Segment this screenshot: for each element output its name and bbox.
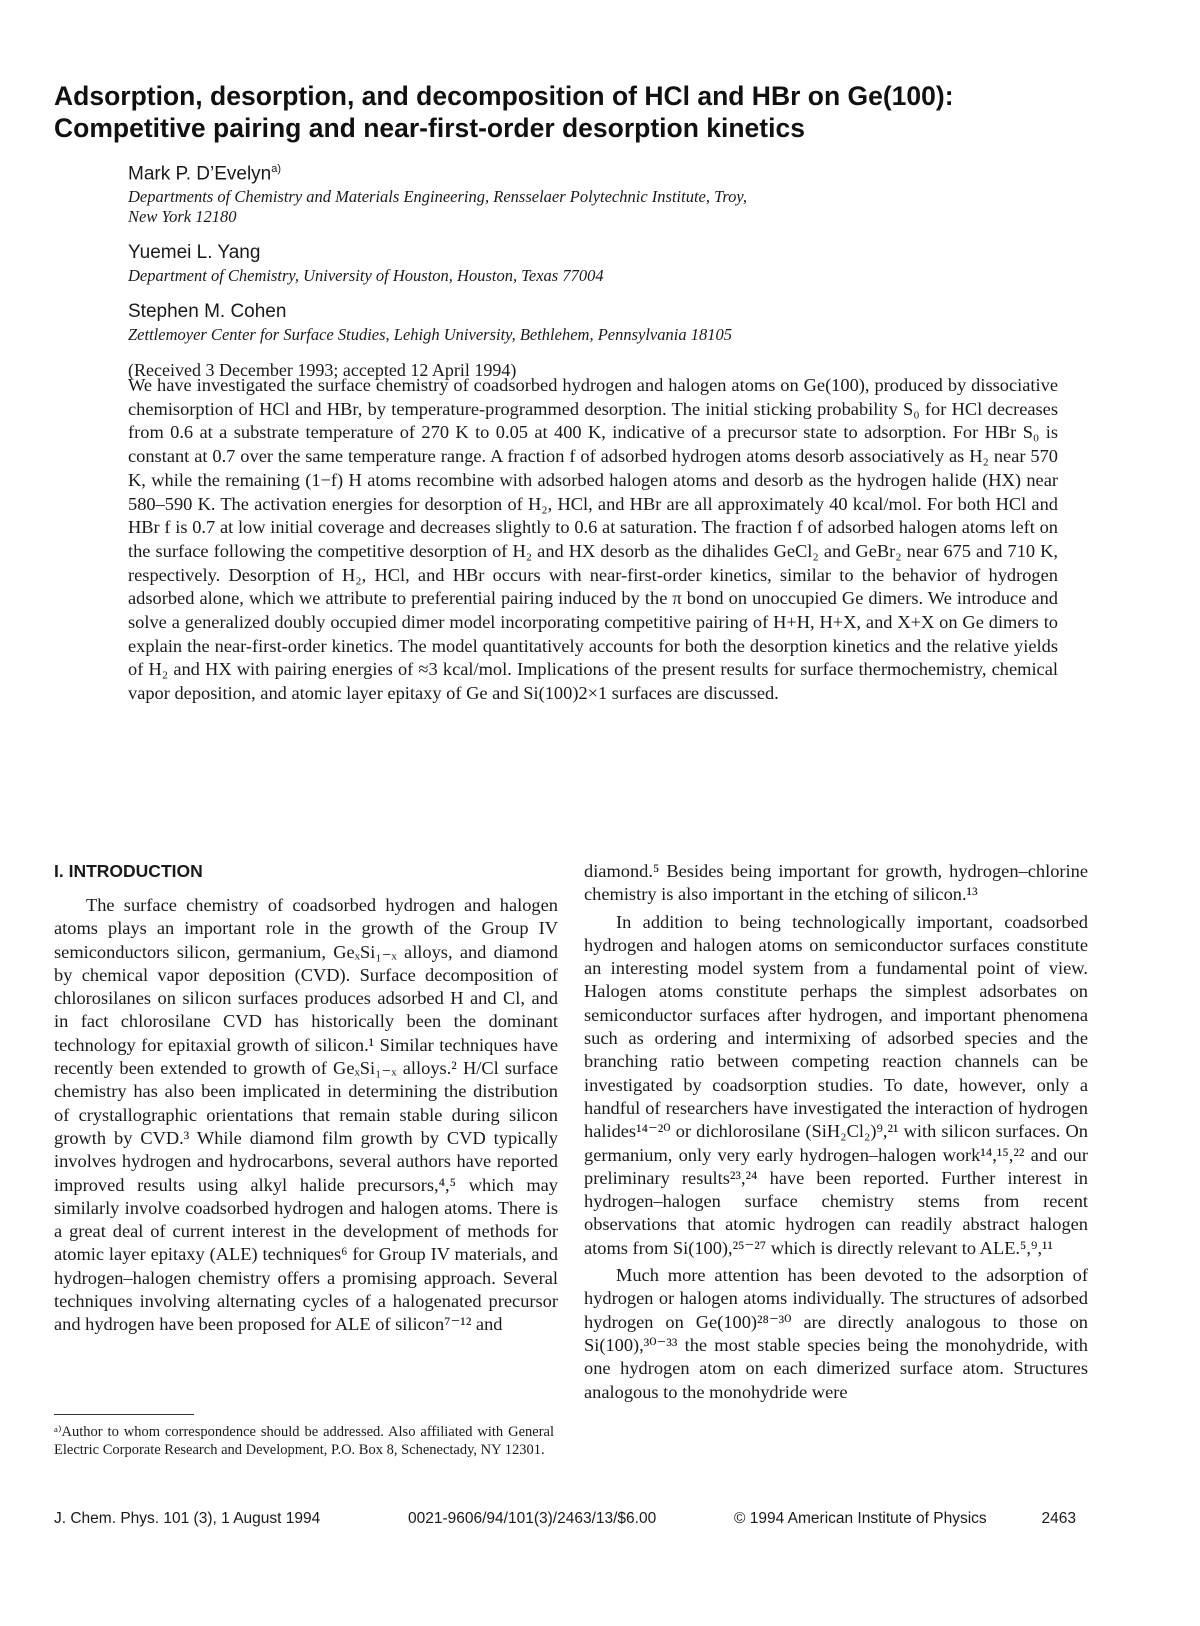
page-number: 2463 [1041, 1510, 1076, 1527]
received-dates: (Received 3 December 1993; accepted 12 April 1994) [128, 360, 517, 381]
footnote: ᵃ⁾Author to whom correspondence should be addressed. Also affiliated with General Electric Corporate Research and Development, P.O. Box 8, Schenectady, NY 12301. [54, 1424, 554, 1458]
author-name: Stephen M. Cohen [128, 301, 287, 323]
left-column [54, 860, 558, 1337]
body-paragraph: diamond.⁵ Besides being important for growth, hydrogen–chlorine chemistry is also important in the etching of silicon.¹³ [584, 861, 1088, 905]
affiliation-line: New York 12180 [128, 207, 237, 227]
page-footer [54, 1508, 1076, 1530]
title-line-2: Competitive pairing and near-first-order desorption kinetics [54, 113, 805, 143]
body-paragraph: In addition to being technologically important, coadsorbed hydrogen and halogen atoms on semiconductor surfaces constitute an interesting model system from a fundamental point of view. Halogen atoms constitute perhaps the simplest adsorbates on semiconductor surfaces after hydrogen, and important phenomena such as ordering and intermixing of adsorbed species and the branching ratio between competing reaction channels can be investigated by coadsorption studies. To date, however, only a handful of researchers have investigated the interaction of hydrogen halides¹⁴⁻²⁰ or dichlorosilane (SiH₂Cl₂)⁹,²¹ with silicon surfaces. On germanium, only very early hydrogen–halogen work¹⁴,¹⁵,²² and our preliminary results²³,²⁴ have been reported. Further interest in hydrogen–halogen surface chemistry stems from recent observations that atomic hydrogen can readily abstract halogen atoms from Si(100),²⁵⁻²⁷ which is directly relevant to ALE.⁵,⁹,¹¹ [584, 911, 1088, 1258]
article-title [54, 80, 1164, 144]
author-footnote-mark: a) [271, 163, 282, 175]
journal-citation: J. Chem. Phys. 101 (3), 1 August 1994 [54, 1510, 321, 1527]
issn-code: 0021-9606/94/101(3)/2463/13/$6.00 [408, 1510, 657, 1527]
footnote-rule [54, 1414, 194, 1415]
right-column [584, 860, 1088, 1404]
author-affiliation: Zettlemoyer Center for Surface Studies, Lehigh University, Bethlehem, Pennsylvania 18105 [128, 325, 732, 345]
author-name: Yuemei L. Yang [128, 242, 261, 264]
title-line-1: Adsorption, desorption, and decomposition of HCl and HBr on Ge(100): [54, 81, 954, 111]
author-affiliation: Department of Chemistry, University of Houston, Houston, Texas 77004 [128, 266, 604, 286]
author-name [128, 158, 1128, 185]
author-affiliation [128, 187, 1128, 227]
copyright-notice: © 1994 American Institute of Physics [734, 1510, 987, 1527]
affiliation-line: Departments of Chemistry and Materials Engineering, Rensselaer Polytechnic Institute, Troy, [128, 187, 747, 207]
section-heading: I. INTRODUCTION [54, 861, 203, 881]
author-name-text: Mark P. D’Evelyn [128, 163, 272, 185]
author-block [128, 158, 1128, 381]
abstract: We have investigated the surface chemistry of coadsorbed hydrogen and halogen atoms on Ge(100), produced by dissociative chemisorption of HCl and HBr, by temperature-programmed desorption. The initial sticking probability S₀ for HCl decreases from 0.6 at a substrate temperature of 270 K to 0.05 at 400 K, indicative of a precursor state to adsorption. For HBr S₀ is constant at 0.7 over the same temperature range. A fraction f of adsorbed hydrogen atoms desorb associatively as H₂ near 570 K, while the remaining (1−f) H atoms recombine with adsorbed halogen atoms and desorb as the hydrogen halide (HX) near 580–590 K. The activation energies for desorption of H₂, HCl, and HBr are all approximately 40 kcal/mol. For both HCl and HBr f is 0.7 at low initial coverage and decreases slightly to 0.6 at saturation. The fraction f of adsorbed halogen atoms left on the surface following the competitive desorption of H₂ and HX desorb as the dihalides GeCl₂ and GeBr₂ near 675 and 710 K, respectively. Desorption of H₂, HCl, and HBr occurs with near-first-order kinetics, similar to the behavior of hydrogen adsorbed alone, which we attribute to preferential pairing induced by the π bond on unoccupied Ge dimers. We introduce and solve a generalized doubly occupied dimer model incorporating competitive pairing of H+H, H+X, and X+X on Ge dimers to explain the near-first-order kinetics. The model quantitatively accounts for both the desorption kinetics and the relative yields of H₂ and HX with pairing energies of ≈3 kcal/mol. Implications of the present results for surface thermochemistry, chemical vapor deposition, and atomic layer epitaxy of Ge and Si(100)2×1 surfaces are discussed. [128, 375, 1058, 704]
body-paragraph: The surface chemistry of coadsorbed hydrogen and halogen atoms plays an important role in the growth of the Group IV semiconductors silicon, germanium, GeₓSi₁₋ₓ alloys, and diamond by chemical vapor deposition (CVD). Surface decomposition of chlorosilanes on silicon surfaces produces adsorbed H and Cl, and in fact chlorosilane CVD has historically been the dominant technology for epitaxial growth of silicon.¹ Similar techniques have recently been extended to growth of GeₓSi₁₋ₓ alloys.² H/Cl surface chemistry has also been implicated in determining the distribution of crystallographic orientations that remain stable during silicon growth by CVD.³ While diamond film growth by CVD typically involves hydrogen and hydrocarbons, several authors have reported improved results using alkyl halide precursors,⁴,⁵ which may similarly involve coadsorbed hydrogen and halogen atoms. There is a great deal of current interest in the development of methods for atomic layer epitaxy (ALE) techniques⁶ for Group IV materials, and hydrogen–halogen chemistry offers a promising approach. Several techniques involving alternating cycles of a halogenated precursor and hydrogen have been proposed for ALE of silicon⁷⁻¹² and [54, 895, 558, 1335]
body-paragraph: Much more attention has been devoted to the adsorption of hydrogen or halogen atoms individually. The structures of adsorbed hydrogen on Ge(100)²⁸⁻³⁰ are directly analogous to those on Si(100),³⁰⁻³³ the most stable species being the monohydride, with one hydrogen atom on each dimerized surface atom. Structures analogous to the monohydride were [584, 1265, 1088, 1402]
